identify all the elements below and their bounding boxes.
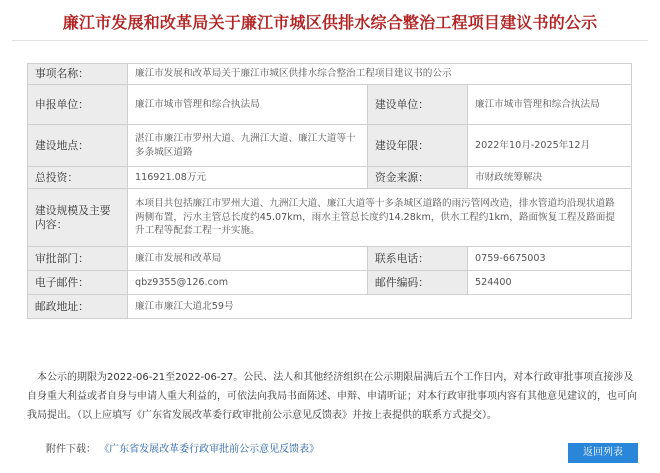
table-row (28, 85, 632, 125)
scope-label: 建设规模及主要内容： (28, 189, 128, 247)
applicant-value: 廉江市城市管理和综合执法局 (128, 85, 368, 125)
postcode-value: 524400 (468, 271, 632, 295)
info-table (27, 63, 632, 319)
project-name-value: 廉江市发展和改革局关于廉江市城区供排水综合整治工程项目建议书的公示 (128, 64, 632, 85)
builder-value: 廉江市城市管理和综合执法局 (468, 85, 632, 125)
email-value: qbz9355@126.com (128, 271, 368, 295)
funding-value: 市财政统筹解决 (468, 167, 632, 189)
page-title: 廉江市发展和改革局关于廉江市城区供排水综合整治工程项目建议书的公示 (62, 13, 598, 32)
table-row (28, 189, 632, 247)
project-name-label: 事项名称： (28, 64, 128, 85)
address-value: 廉江市廉江大道北59号 (128, 295, 632, 319)
address-label: 邮政地址： (28, 295, 128, 319)
postcode-label: 邮件编码： (368, 271, 468, 295)
table-row (28, 64, 632, 85)
period-label: 建设年限： (368, 125, 468, 167)
table-row (28, 247, 632, 271)
location-value: 湛江市廉江市罗州大道、九洲江大道、廉江大道等十多条城区道路 (128, 125, 368, 167)
builder-label: 建设单位： (368, 85, 468, 125)
funding-label: 资金来源： (368, 167, 468, 189)
title-divider (12, 40, 648, 41)
attachment-label: 附件下载： (46, 444, 96, 455)
period-value: 2022年10月-2025年12月 (468, 125, 632, 167)
phone-value: 0759-6675003 (468, 247, 632, 271)
applicant-label: 申报单位： (28, 85, 128, 125)
phone-label: 联系电话： (368, 247, 468, 271)
feedback-form-link[interactable]: 《广东省发展改革委行政审批前公示意见反馈表》 (99, 444, 320, 455)
investment-value: 116921.08万元 (128, 167, 368, 189)
back-to-list-button[interactable]: 返回列表 (568, 443, 638, 463)
investment-label: 总投资： (28, 167, 128, 189)
notice-text: 本公示的期限为2022-06-21至2022-06-27。公民、法人和其他经济组织在公示期限届满后五个工作日内，对本行政审批事项直接涉及自身重大利益或者自身与申请人重大利益的，可依法向我局书面陈述、申辩、申请听证；对本行政审批事项内容有其他意见建议的，也可向我局提出。（以上应填写《广东省发展改革委行政审批前公示意见反馈表》并按上表提供的联系方式提交）。 (27, 372, 637, 421)
email-label: 电子邮件： (28, 271, 128, 295)
approval-dept-value: 廉江市发展和改革局 (128, 247, 368, 271)
location-label: 建设地点： (28, 125, 128, 167)
table-row (28, 125, 632, 167)
table-row (28, 295, 632, 319)
approval-dept-label: 审批部门： (28, 247, 128, 271)
table-row (28, 167, 632, 189)
table-row (28, 271, 632, 295)
attachment-line (46, 440, 319, 455)
scope-value: 本项目共包括廉江市罗州大道、九洲江大道、廉江大道等十多条城区道路的雨污管网改造，排水管道均沿现状道路两侧布置，污水主管总长度约45.07km，雨水主管总长度约14.28km，供水工程约1km，路面恢复工程及路面提升工程等配套工程一并实施。 (128, 189, 632, 247)
